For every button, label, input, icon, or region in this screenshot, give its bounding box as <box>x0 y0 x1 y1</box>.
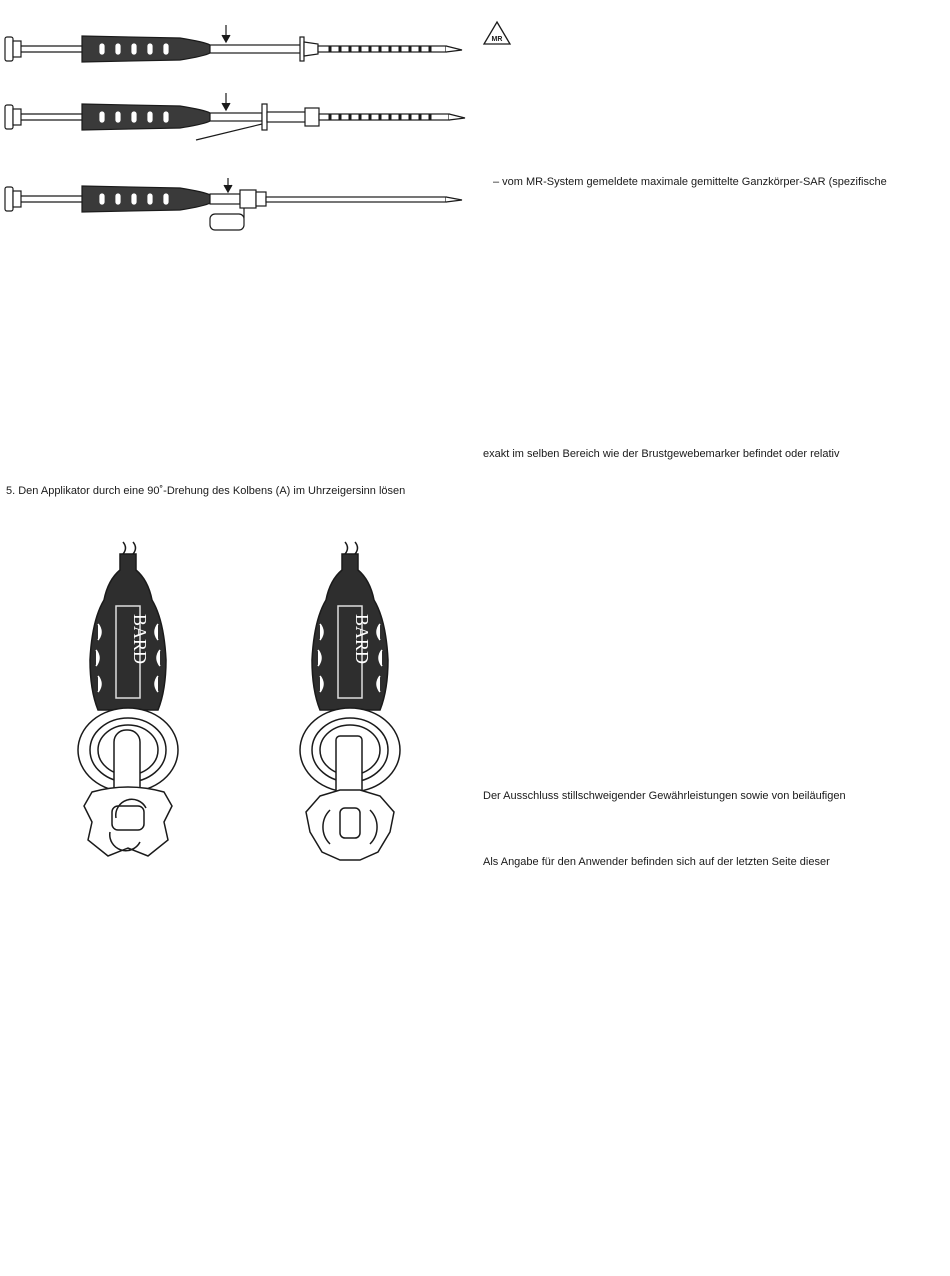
mr-icon-label: MR <box>491 36 503 43</box>
bullet-sar-text: – vom MR-System gemeldete maximale gemittelte Ganzkörper-SAR (spezifische <box>493 176 887 188</box>
applicator-illustration-1 <box>0 20 470 90</box>
handle-brand-label-2: BARD <box>352 614 372 665</box>
text-angabe: Als Angabe für den Anwender befinden sich auf der letzten Seite dieser <box>483 856 830 868</box>
text-ausschluss: Der Ausschluss stillschweigender Gewährleistungen sowie von beiläufigen <box>483 790 846 802</box>
applicator-illustration-2 <box>0 88 470 158</box>
handle-illustration-after <box>290 540 410 870</box>
handle-illustration-before <box>68 540 188 870</box>
text-exakt: exakt im selben Bereich wie der Brustgewebemarker befindet oder relativ <box>483 448 840 460</box>
step-5-instruction: 5. Den Applikator durch eine 90˚-Drehung des Kolbens (A) im Uhrzeigersinn lösen <box>6 485 406 497</box>
mr-conditional-icon <box>482 20 512 46</box>
applicator-illustration-3 <box>0 170 470 250</box>
handle-brand-label-1: BARD <box>130 614 150 665</box>
